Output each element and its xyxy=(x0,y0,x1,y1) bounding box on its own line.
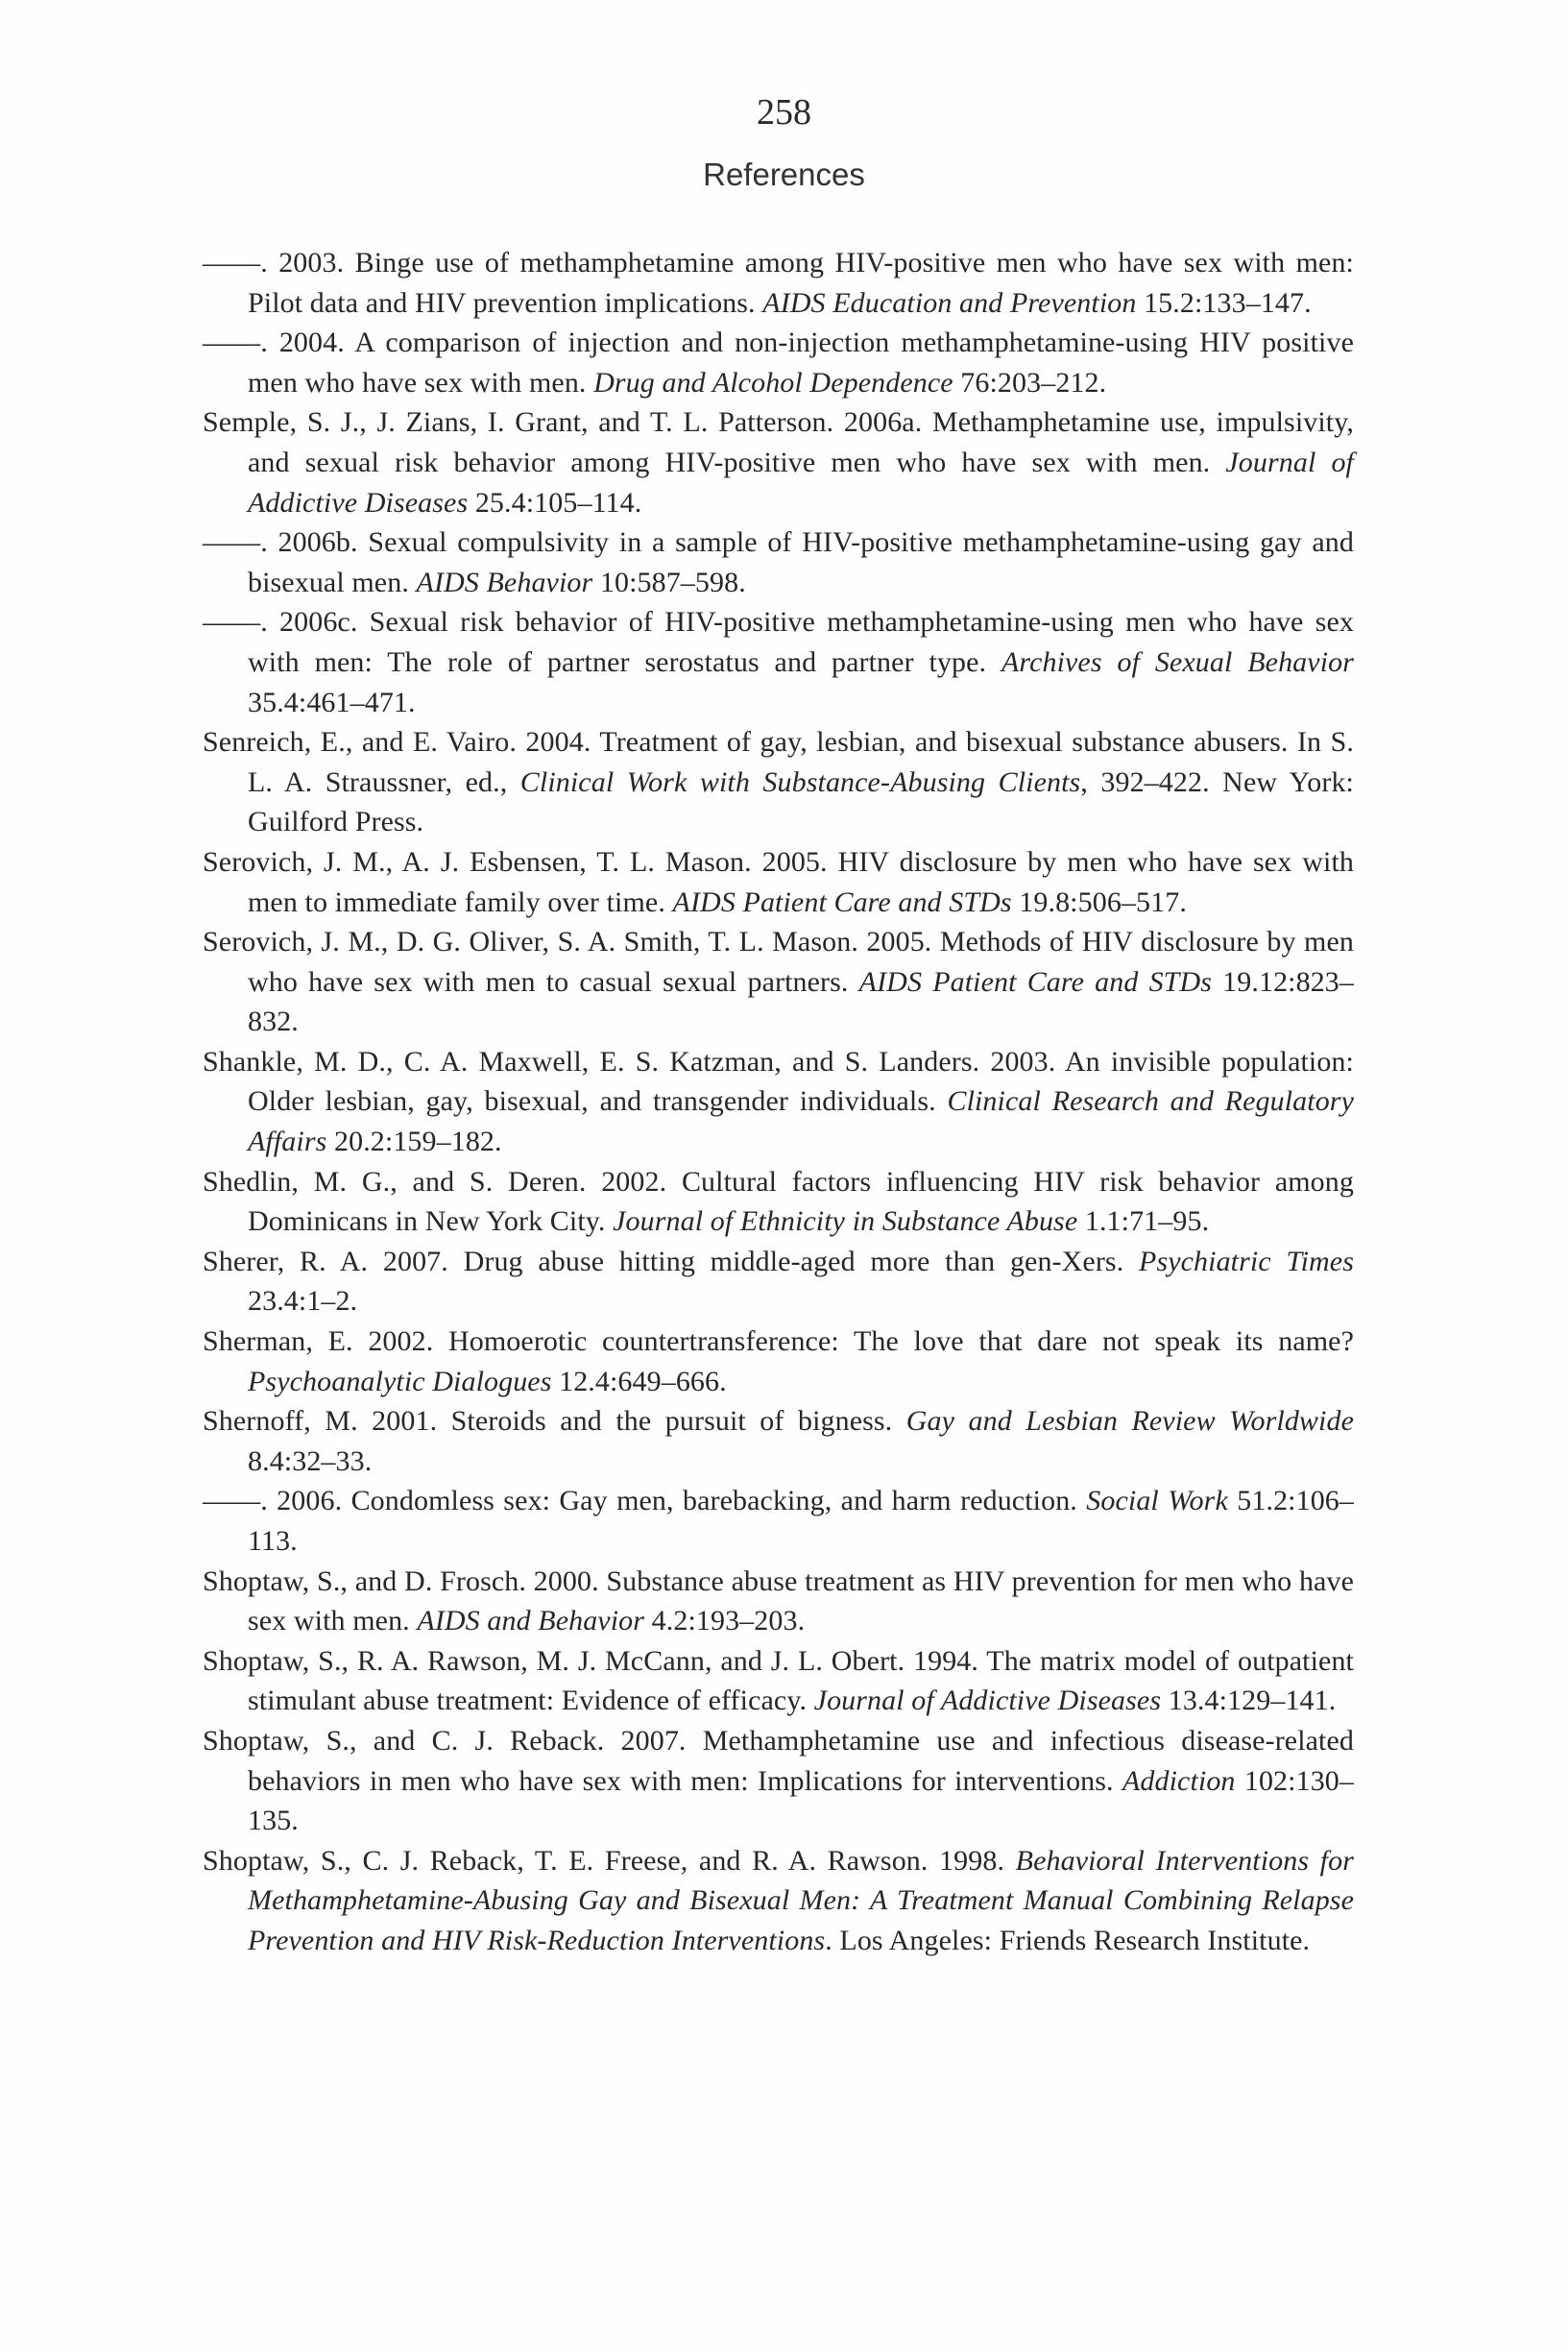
reference-entry xyxy=(203,323,1354,402)
work-title: Social Work xyxy=(1086,1485,1228,1517)
work-title: Drug and Alcohol Dependence xyxy=(593,366,953,399)
reference-entry xyxy=(203,1162,1354,1242)
work-title: Gay and Lesbian Review Worldwide xyxy=(905,1405,1354,1438)
work-title: Journal of Addictive Diseases xyxy=(248,446,1354,519)
reference-text: 102:130–135. xyxy=(248,1764,1354,1837)
reference-text: 19.12:823–832. xyxy=(248,965,1354,1038)
reference-entry xyxy=(203,602,1354,722)
reference-text: ——. 2003. Binge use of methamphetamine among HIV-positive men who have sex with men: Pilot data and HIV prevention implications. xyxy=(203,247,1354,319)
reference-text: ——. 2006. Condomless sex: Gay men, barebacking, and harm reduction. xyxy=(203,1485,1087,1517)
reference-entry xyxy=(203,842,1354,922)
reference-text: 15.2:133–147. xyxy=(1136,286,1312,319)
reference-text: , 392–422. New York: Guilford Press. xyxy=(248,765,1354,838)
work-title: Clinical Research and Regulatory Affairs xyxy=(248,1085,1354,1158)
reference-text: 8.4:32–33. xyxy=(248,1444,373,1477)
reference-entry xyxy=(203,1721,1354,1841)
reference-entry xyxy=(203,1481,1354,1561)
work-title: Psychiatric Times xyxy=(1139,1245,1354,1277)
reference-text: Serovich, J. M., A. J. Esbensen, T. L. Mason. 2005. HIV disclosure by men who have sex with men to immediate family over time. xyxy=(203,845,1354,918)
reference-text: 10:587–598. xyxy=(592,566,746,598)
reference-text: Serovich, J. M., D. G. Oliver, S. A. Smith, T. L. Mason. 2005. Methods of HIV disclosure by men who have sex with men to casual sexual partners. xyxy=(203,926,1354,998)
reference-text: 25.4:105–114. xyxy=(468,486,642,519)
reference-entry xyxy=(203,1841,1354,1961)
work-title: Journal of Ethnicity in Substance Abuse xyxy=(613,1205,1078,1238)
reference-text: Semple, S. J., J. Zians, I. Grant, and T. L. Patterson. 2006a. Methamphetamine use, impulsivity, and sexual risk behavior among HIV-positive men who have sex with men. xyxy=(203,406,1354,478)
reference-text: 51.2:106–113. xyxy=(248,1485,1355,1557)
work-title: Behavioral Interventions for Methamphetamine-Abusing Gay and Bisexual Men: A Treatment Manual Combining Relapse Prevention and HIV Risk-Reduction Interventions xyxy=(248,1844,1354,1956)
reference-entry xyxy=(203,1042,1354,1162)
reference-text: 12.4:649–666. xyxy=(551,1365,727,1397)
reference-text: Sherer, R. A. 2007. Drug abuse hitting middle-aged more than gen-Xers. xyxy=(203,1245,1140,1277)
reference-entry xyxy=(203,1641,1354,1721)
reference-entry xyxy=(203,243,1354,323)
reference-text: Shoptaw, S., and C. J. Reback. 2007. Methamphetamine use and infectious disease-related behaviors in men who have sex with men: Implications for interventions. xyxy=(203,1724,1354,1797)
reference-entry xyxy=(203,1401,1354,1481)
reference-text: ——. 2006c. Sexual risk behavior of HIV-positive methamphetamine-using men who have sex with men: The role of partner serostatus and partner type. xyxy=(203,606,1354,678)
reference-text: 19.8:506–517. xyxy=(1011,885,1187,918)
work-title: Addiction xyxy=(1122,1764,1236,1797)
work-title: Psychoanalytic Dialogues xyxy=(248,1365,552,1397)
work-title: AIDS Patient Care and STDs xyxy=(858,965,1213,998)
reference-text: 1.1:71–95. xyxy=(1077,1205,1210,1238)
work-title: AIDS Patient Care and STDs xyxy=(672,885,1012,918)
reference-text: Shoptaw, S., and D. Frosch. 2000. Substance abuse treatment as HIV prevention for men who have sex with men. xyxy=(203,1564,1354,1637)
reference-text: 13.4:129–141. xyxy=(1161,1685,1337,1717)
reference-text: Shoptaw, S., C. J. Reback, T. E. Freese, and R. A. Rawson. 1998. xyxy=(203,1844,1016,1877)
page-number: 258 xyxy=(757,92,811,133)
reference-entry xyxy=(203,1321,1354,1401)
reference-text: Sherman, E. 2002. Homoerotic countertransference: The love that dare not speak its name? xyxy=(203,1325,1354,1358)
reference-entry xyxy=(203,1562,1354,1641)
work-title: AIDS Behavior xyxy=(416,566,593,598)
reference-text: 35.4:461–471. xyxy=(248,686,416,718)
reference-entry xyxy=(203,722,1354,842)
reference-text: 76:203–212. xyxy=(953,366,1107,399)
work-title: AIDS Education and Prevention xyxy=(762,286,1137,319)
work-title: Archives of Sexual Behavior xyxy=(1001,645,1355,678)
reference-entry xyxy=(203,922,1354,1042)
reference-text: Shedlin, M. G., and S. Deren. 2002. Cultural factors influencing HIV risk behavior among Dominicans in New York City. xyxy=(203,1165,1354,1238)
work-title: Journal of Addictive Diseases xyxy=(813,1685,1162,1717)
reference-text: ——. 2004. A comparison of injection and non-injection methamphetamine-using HIV positive men who have sex with men. xyxy=(203,327,1354,399)
reference-entry xyxy=(203,1242,1354,1321)
work-title: AIDS and Behavior xyxy=(417,1605,645,1637)
reference-text: Shankle, M. D., C. A. Maxwell, E. S. Katzman, and S. Landers. 2003. An invisible population: Older lesbian, gay, bisexual, and transgender individuals. xyxy=(203,1045,1354,1118)
reference-list xyxy=(203,243,1354,1961)
reference-text: Shoptaw, S., R. A. Rawson, M. J. McCann, and J. L. Obert. 1994. The matrix model of outpatient stimulant abuse treatment: Evidence of efficacy. xyxy=(203,1644,1354,1717)
reference-entry xyxy=(203,522,1354,602)
reference-text: Senreich, E., and E. Vairo. 2004. Treatment of gay, lesbian, and bisexual substance abusers. In S. L. A. Straussner, ed., xyxy=(203,726,1354,798)
running-head: References xyxy=(703,157,865,192)
reference-text: 20.2:159–182. xyxy=(326,1126,502,1158)
reference-entry xyxy=(203,402,1354,522)
work-title: Clinical Work with Substance-Abusing Clients xyxy=(519,765,1081,798)
reference-text: . Los Angeles: Friends Research Institute. xyxy=(825,1924,1311,1956)
reference-text: Shernoff, M. 2001. Steroids and the pursuit of bigness. xyxy=(203,1405,906,1438)
reference-text: ——. 2006b. Sexual compulsivity in a sample of HIV-positive methamphetamine-using gay and bisexual men. xyxy=(203,526,1354,598)
reference-text: 4.2:193–203. xyxy=(644,1605,806,1637)
reference-text: 23.4:1–2. xyxy=(248,1285,358,1318)
